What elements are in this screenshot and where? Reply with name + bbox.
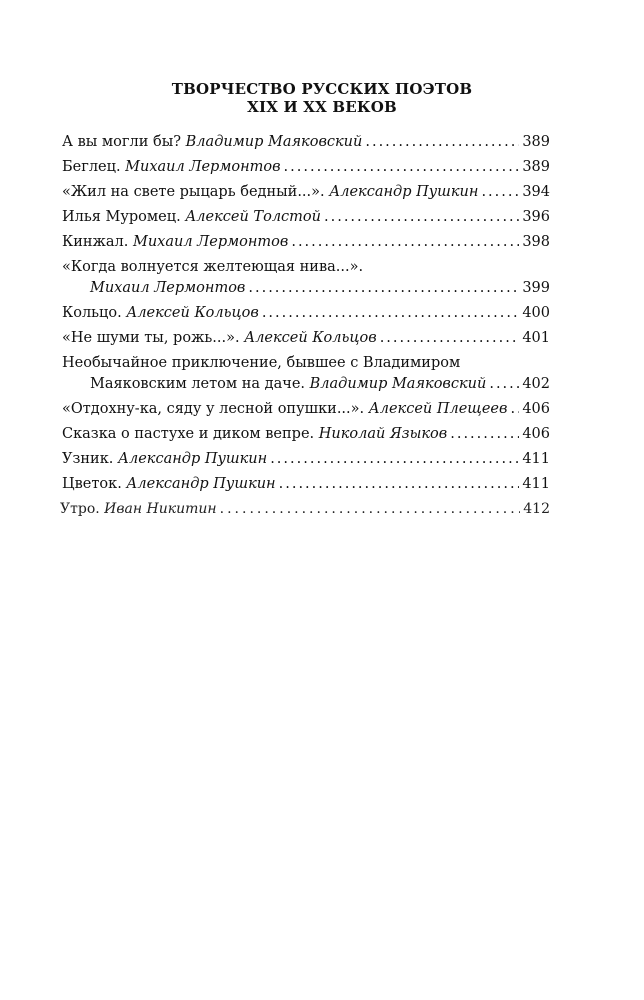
section-heading-line1: ТВОРЧЕСТВО РУССКИХ ПОЭТОВ bbox=[171, 80, 473, 98]
poem-author: Владимир Маяковский bbox=[309, 376, 487, 392]
poem-author: Владимир Маяковский bbox=[185, 134, 363, 150]
toc-entry bbox=[62, 157, 550, 178]
leader-dots bbox=[481, 182, 519, 203]
toc-entry bbox=[62, 474, 550, 495]
poem-author: Иван Никитин bbox=[104, 501, 217, 517]
poem-title: А вы могли бы? bbox=[62, 134, 182, 150]
leader-dots bbox=[291, 232, 519, 253]
toc-entry bbox=[62, 132, 550, 153]
page-number: 400 bbox=[522, 305, 550, 321]
page-number: 401 bbox=[522, 330, 550, 346]
toc-entry bbox=[62, 303, 550, 324]
toc-entry bbox=[62, 232, 550, 253]
page-number: 398 bbox=[522, 234, 550, 250]
page-number: 399 bbox=[522, 280, 550, 296]
poem-author: Михаил Лермонтов bbox=[132, 234, 289, 250]
page-number: 402 bbox=[522, 376, 550, 392]
page-number: 406 bbox=[522, 426, 550, 442]
page-number: 411 bbox=[522, 476, 550, 492]
leader-dots bbox=[510, 399, 519, 420]
leader-dots bbox=[220, 499, 521, 520]
section-heading-line2: XIX И XX ВЕКОВ bbox=[247, 98, 397, 116]
toc-entry bbox=[62, 328, 550, 349]
poem-title: «Отдохну-ка, сяду у лесной опушки...». bbox=[62, 401, 365, 417]
page-number: 394 bbox=[522, 184, 550, 200]
leader-dots bbox=[279, 474, 520, 495]
poem-author: Николай Языков bbox=[318, 426, 448, 442]
poem-title: Илья Муромец. bbox=[62, 209, 181, 225]
toc-entry bbox=[62, 399, 550, 420]
page-number: 396 bbox=[522, 209, 550, 225]
table-of-contents bbox=[62, 132, 550, 524]
toc-entry bbox=[62, 449, 550, 470]
page-number: 389 bbox=[522, 159, 550, 175]
leader-dots bbox=[380, 328, 520, 349]
leader-dots bbox=[270, 449, 519, 470]
page-number: 389 bbox=[522, 134, 550, 150]
leader-dots bbox=[284, 157, 520, 178]
poem-title: Беглец. bbox=[62, 159, 121, 175]
poem-title: Цветок. bbox=[62, 476, 122, 492]
poem-author: Александр Пушкин bbox=[118, 451, 268, 467]
poem-author: Михаил Лермонтов bbox=[90, 280, 246, 296]
poem-author: Алексей Плещеев bbox=[368, 401, 508, 417]
poem-author: Алексей Толстой bbox=[185, 209, 321, 225]
poem-title: Кольцо. bbox=[62, 305, 122, 321]
poem-author: Алексей Кольцов bbox=[126, 305, 259, 321]
toc-entry bbox=[62, 182, 550, 203]
poem-title-continuation: Маяковским летом на даче. bbox=[90, 376, 306, 392]
toc-entry bbox=[62, 353, 550, 395]
toc-entry bbox=[60, 499, 550, 520]
page-number: 406 bbox=[522, 401, 550, 417]
leader-dots bbox=[324, 207, 519, 228]
leader-dots bbox=[248, 278, 519, 299]
poem-author: Александр Пушкин bbox=[329, 184, 479, 200]
toc-entry bbox=[62, 257, 550, 299]
poem-title: «Не шуми ты, рожь...». bbox=[62, 330, 240, 346]
leader-dots bbox=[489, 374, 519, 395]
poem-author: Александр Пушкин bbox=[126, 476, 276, 492]
section-heading bbox=[0, 80, 644, 116]
poem-title: Утро. bbox=[60, 501, 100, 517]
poem-title: Узник. bbox=[62, 451, 114, 467]
leader-dots bbox=[450, 424, 519, 445]
poem-title: Необычайное приключение, бывшее с Владимиром bbox=[62, 355, 461, 371]
poem-title: «Когда волнуется желтеющая нива...». bbox=[62, 259, 364, 275]
toc-entry bbox=[62, 207, 550, 228]
poem-title: Кинжал. bbox=[62, 234, 129, 250]
page-number: 411 bbox=[522, 451, 550, 467]
poem-title: «Жил на свете рыцарь бедный...». bbox=[62, 184, 325, 200]
leader-dots bbox=[262, 303, 520, 324]
poem-author: Михаил Лермонтов bbox=[125, 159, 281, 175]
toc-entry bbox=[62, 424, 550, 445]
poem-author: Алексей Кольцов bbox=[244, 330, 377, 346]
leader-dots bbox=[365, 132, 519, 153]
poem-title: Сказка о пастухе и диком вепре. bbox=[62, 426, 315, 442]
page-number: 412 bbox=[523, 501, 550, 517]
